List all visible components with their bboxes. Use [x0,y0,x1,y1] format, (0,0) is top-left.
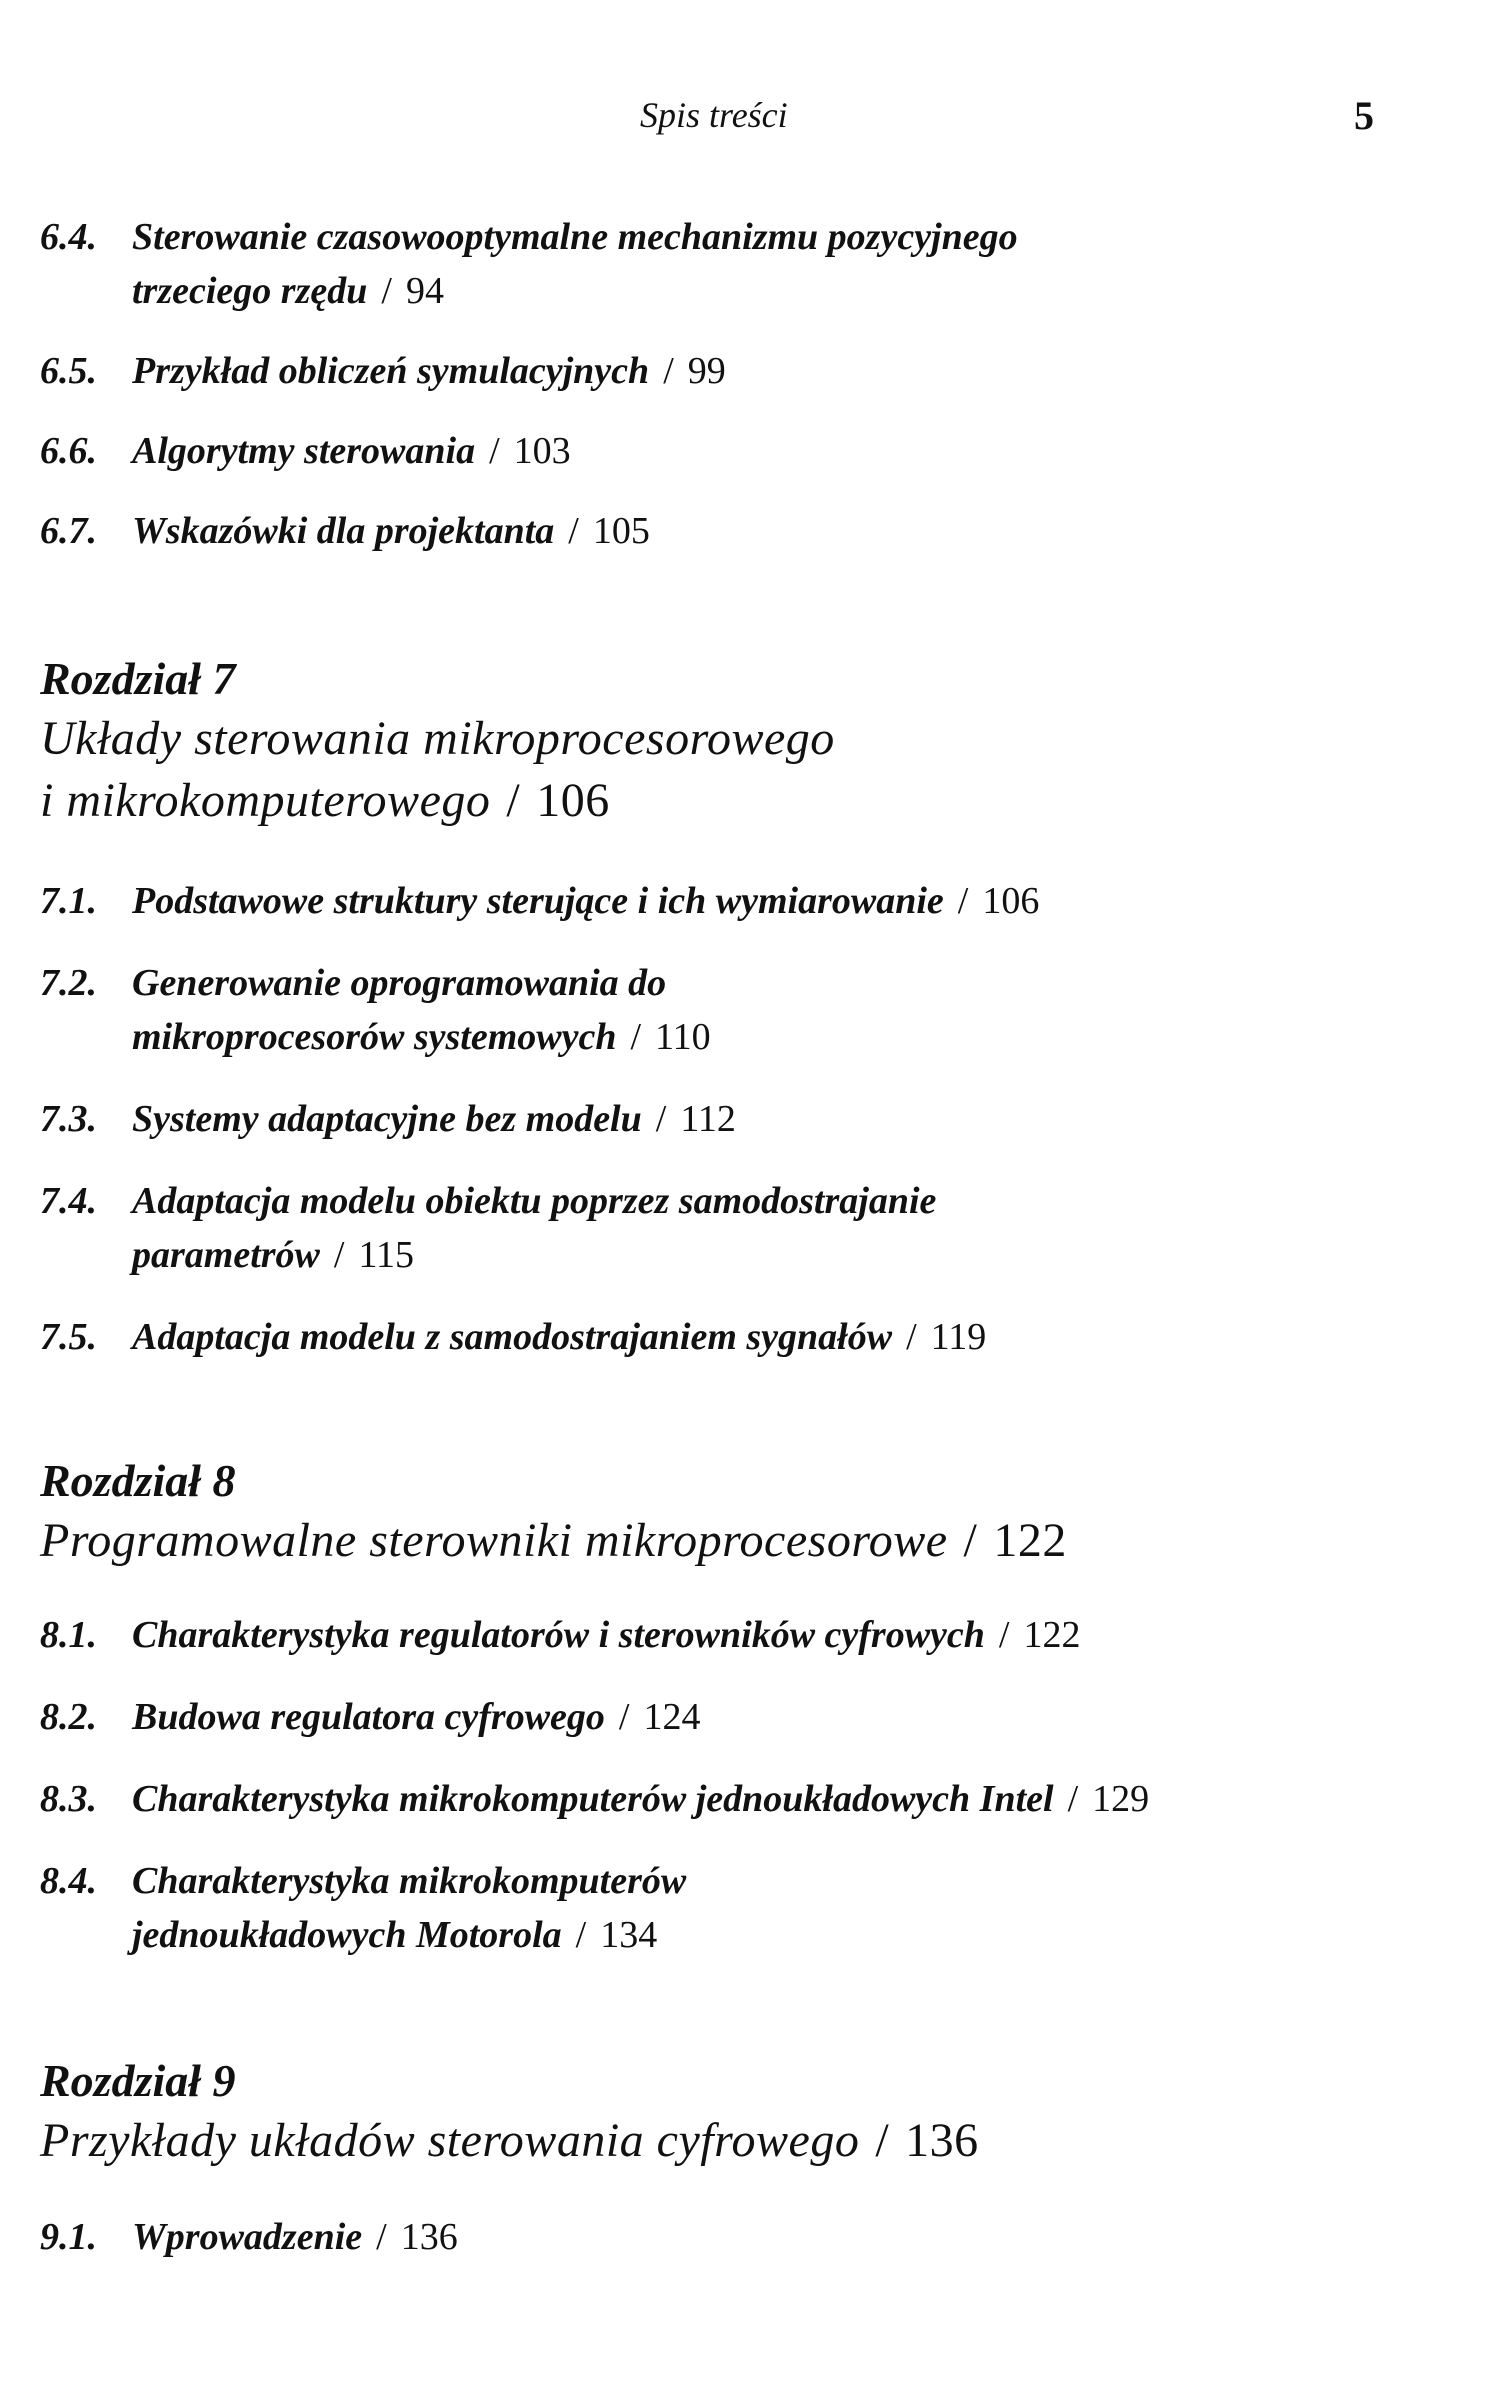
toc-entry-7-1[interactable] [40,874,1440,928]
toc-entry-6-5[interactable] [40,344,1440,398]
toc-entry-8-2[interactable] [40,1690,1440,1744]
section-number: 9.1. [40,2216,97,2258]
section-title-line1: Generowanie oprogramowania do [132,962,667,1004]
separator: / [963,1514,978,1567]
running-head-title: Spis treści [640,95,788,135]
chapter-7-heading[interactable] [40,650,1440,832]
toc-entry-8-4[interactable] [40,1854,1440,1962]
section-title: Budowa regulatora cyfrowego [132,1696,605,1738]
separator: / [875,2114,890,2167]
toc-entry-6-6[interactable] [40,424,1440,478]
section-number: 7.4. [40,1180,97,1222]
toc-entry-7-3[interactable] [40,1092,1440,1146]
section-title: Charakterystyka regulatorów i sterowników cyfrowych [132,1614,985,1656]
section-title-line1: Sterowanie czasowooptymalne mechanizmu pozycyjnego [132,216,1018,258]
section-page: 103 [513,430,571,472]
chapter-title: Przykłady układów sterowania cyfrowego [40,2114,860,2167]
section-page: 124 [643,1696,701,1738]
separator: / [376,2216,387,2258]
section-page: 99 [687,350,726,392]
section-number: 7.2. [40,962,97,1004]
separator: / [655,1098,667,1140]
section-number: 7.1. [40,880,97,922]
section-title-line2: parametrów [132,1234,320,1276]
section-title-line1: Adaptacja modelu obiektu poprzez samodostrajanie [132,1180,937,1222]
separator: / [381,270,392,312]
section-number: 6.7. [40,510,97,552]
separator: / [489,430,500,472]
separator: / [568,510,579,552]
separator: / [906,1316,917,1358]
section-number: 8.4. [40,1860,97,1902]
section-number: 8.2. [40,1696,97,1738]
toc-entry-7-4[interactable] [40,1174,1440,1282]
section-number: 6.4. [40,216,97,258]
chapter-9-heading[interactable] [40,2052,1440,2172]
section-page: 106 [982,880,1040,922]
section-page: 110 [655,1016,711,1058]
section-number: 6.6. [40,430,97,472]
section-page: 134 [600,1914,658,1956]
section-title: Systemy adaptacyjne bez modelu [132,1098,642,1140]
chapter-page: 122 [993,1514,1067,1567]
separator: / [663,350,674,392]
toc-entry-6-7[interactable] [40,504,1440,558]
section-page: 112 [680,1098,736,1140]
section-number: 6.5. [40,350,97,392]
chapter-title-line2: i mikrokomputerowego [40,774,491,827]
section-page: 136 [400,2216,458,2258]
separator: / [506,774,521,827]
section-page: 129 [1092,1778,1150,1820]
section-number: 8.1. [40,1614,97,1656]
section-title: Adaptacja modelu z samodostrajaniem sygnałów [132,1316,893,1358]
separator: / [957,880,969,922]
chapter-title: Programowalne sterowniki mikroprocesorowe [40,1514,948,1567]
section-number: 7.3. [40,1098,97,1140]
chapter-label: Rozdział 7 [40,653,236,704]
toc-entry-8-1[interactable] [40,1608,1440,1662]
section-page: 105 [592,510,650,552]
chapter-label: Rozdział 8 [40,1455,236,1506]
toc-entry-7-2[interactable] [40,956,1440,1064]
separator: / [575,1914,587,1956]
toc-entry-9-1[interactable] [40,2210,1440,2264]
chapter-page: 136 [905,2114,979,2167]
section-page: 94 [405,270,444,312]
section-number: 7.5. [40,1316,97,1358]
chapter-label: Rozdział 9 [40,2055,236,2106]
section-title: Przykład obliczeń symulacyjnych [132,350,650,392]
separator: / [998,1614,1010,1656]
page-number: 5 [1354,93,1374,138]
chapter-8-heading[interactable] [40,1452,1440,1572]
section-title: Wprowadzenie [132,2216,363,2258]
section-title: Podstawowe struktury sterujące i ich wymiarowanie [132,880,944,922]
section-title-line2: mikroprocesorów systemowych [132,1016,617,1058]
separator: / [618,1696,630,1738]
chapter-title-line1: Układy sterowania mikroprocesorowego [40,712,835,765]
section-title-line2: trzeciego rzędu [132,270,368,312]
section-title-line2: jednoukładowych Motorola [132,1914,562,1956]
toc-entry-6-4[interactable] [40,210,1440,318]
toc-entry-8-3[interactable] [40,1772,1440,1826]
section-number: 8.3. [40,1778,97,1820]
separator: / [333,1234,345,1276]
chapter-page: 106 [536,774,610,827]
section-title: Charakterystyka mikrokomputerów jednoukładowych Intel [132,1778,1054,1820]
separator: / [630,1016,642,1058]
section-page: 119 [930,1316,987,1358]
section-title: Wskazówki dla projektanta [132,510,555,552]
separator: / [1067,1778,1079,1820]
section-title-line1: Charakterystyka mikrokomputerów [132,1860,687,1902]
toc-entry-7-5[interactable] [40,1310,1440,1364]
section-title: Algorytmy sterowania [132,430,476,472]
section-page: 122 [1023,1614,1081,1656]
section-page: 115 [358,1234,415,1276]
